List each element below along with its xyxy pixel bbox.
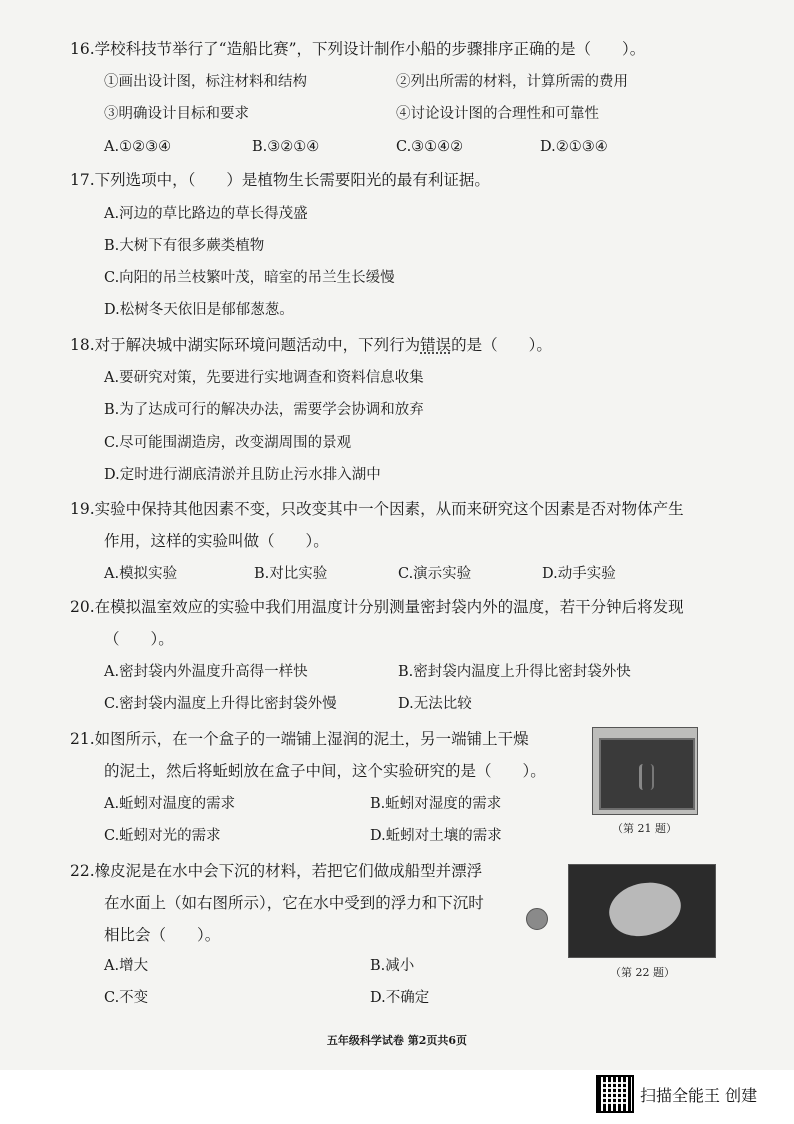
- q21-choice-a[interactable]: A.蚯蚓对温度的需求: [104, 796, 236, 812]
- question-19-stem-line2: 作用，这样的实验叫做（ ）。: [104, 532, 329, 550]
- q18-choice-a[interactable]: A.要研究对策，先要进行实地调查和资料信息收集: [104, 370, 424, 386]
- q16-choice-c[interactable]: C.③①④②: [396, 139, 464, 155]
- q21-figure-earthworm-box: [592, 727, 698, 815]
- q22-choice-b[interactable]: B.减小: [370, 958, 415, 974]
- q22-figure-clay-boat: [568, 864, 716, 958]
- scanner-watermark-label: 扫描全能王 创建: [640, 1086, 758, 1105]
- q17-choice-a[interactable]: A.河边的草比路边的草长得茂盛: [104, 206, 308, 222]
- q22-caption: （第 22 题）: [610, 966, 675, 979]
- q22-choice-c[interactable]: C.不变: [104, 990, 149, 1006]
- q18-choice-c[interactable]: C.尽可能围湖造房，改变湖周围的景观: [104, 435, 352, 451]
- q16-choice-b[interactable]: B.③②①④: [252, 139, 320, 155]
- question-16-stem: 16.学校科技节举行了“造船比赛”，下列设计制作小船的步骤排序正确的是（ ）。: [70, 40, 646, 58]
- question-20-stem-line2: （ ）。: [104, 630, 174, 648]
- q22-choice-a[interactable]: A.增大: [104, 958, 149, 974]
- q16-step-3: ③明确设计目标和要求: [104, 106, 249, 122]
- qr-code-icon: [596, 1075, 634, 1113]
- question-20-stem-line1: 20.在模拟温室效应的实验中我们用温度计分别测量密封袋内外的温度，若干分钟后将发现: [70, 598, 684, 616]
- question-17-stem: 17.下列选项中，（ ）是植物生长需要阳光的最有利证据。: [70, 171, 490, 189]
- q16-choice-a[interactable]: A.①②③④: [104, 139, 172, 155]
- q19-choice-b[interactable]: B.对比实验: [254, 566, 328, 582]
- box-image: [599, 738, 695, 810]
- q20-choice-c[interactable]: C.密封袋内温度上升得比密封袋外慢: [104, 696, 337, 712]
- q18-choice-b[interactable]: B.为了达成可行的解决办法，需要学会协调和放弃: [104, 402, 424, 418]
- q16-step-2: ②列出所需的材料，计算所需的费用: [396, 74, 628, 90]
- question-21-stem-line2: 的泥土，然后将蚯蚓放在盒子中间，这个实验研究的是（ ）。: [104, 762, 546, 780]
- question-19-stem-line1: 19.实验中保持其他因素不变，只改变其中一个因素，从而来研究这个因素是否对物体产生: [70, 500, 684, 518]
- q16-step-1: ①画出设计图，标注材料和结构: [104, 74, 307, 90]
- q22-choice-d[interactable]: D.不确定: [370, 990, 430, 1006]
- q17-choice-b[interactable]: B.大树下有很多蕨类植物: [104, 238, 265, 254]
- q21-choice-b[interactable]: B.蚯蚓对湿度的需求: [370, 796, 502, 812]
- question-18-stem: [70, 334, 552, 356]
- q16-choice-d[interactable]: D.②①③④: [540, 139, 608, 155]
- q20-choice-b[interactable]: B.密封袋内温度上升得比密封袋外快: [398, 664, 631, 680]
- q21-choice-d[interactable]: D.蚯蚓对土壤的需求: [370, 828, 502, 844]
- q21-caption: （第 21 题）: [612, 822, 677, 835]
- earthworm-shape: [639, 764, 654, 790]
- q17-choice-d[interactable]: D.松树冬天依旧是郁郁葱葱。: [104, 302, 294, 318]
- question-22-stem-line2: 在水面上（如右图所示），它在水中受到的浮力和下沉时: [104, 894, 484, 912]
- q18-emphasis: 错误: [420, 336, 452, 354]
- page-footer: 五年级科学试卷 第2页共6页: [326, 1034, 468, 1047]
- q19-choice-c[interactable]: C.演示实验: [398, 566, 472, 582]
- q21-choice-c[interactable]: C.蚯蚓对光的需求: [104, 828, 221, 844]
- q18-stem-pre: 18.对于解决城中湖实际环境问题活动中，下列行为: [70, 336, 421, 354]
- question-21-stem-line1: 21.如图所示，在一个盒子的一端铺上湿润的泥土，另一端铺上干燥: [70, 730, 529, 748]
- q17-choice-c[interactable]: C.向阳的吊兰枝繁叶茂，暗室的吊兰生长缓慢: [104, 270, 395, 286]
- q16-step-4: ④讨论设计图的合理性和可靠性: [396, 106, 599, 122]
- q18-choice-d[interactable]: D.定时进行湖底清淤并且防止污水排入湖中: [104, 467, 381, 483]
- q20-choice-a[interactable]: A.密封袋内外温度升高得一样快: [104, 664, 308, 680]
- question-22-stem-line1: 22.橡皮泥是在水中会下沉的材料，若把它们做成船型并漂浮: [70, 862, 483, 880]
- clay-boat-shape: [603, 873, 688, 945]
- q19-choice-d[interactable]: D.动手实验: [542, 566, 616, 582]
- question-22-stem-line3: 相比会（ ）。: [104, 926, 221, 944]
- clay-ball-image: [526, 908, 548, 930]
- q19-choice-a[interactable]: A.模拟实验: [104, 566, 178, 582]
- q18-stem-post: 的是（ ）。: [451, 336, 552, 354]
- q20-choice-d[interactable]: D.无法比较: [398, 696, 472, 712]
